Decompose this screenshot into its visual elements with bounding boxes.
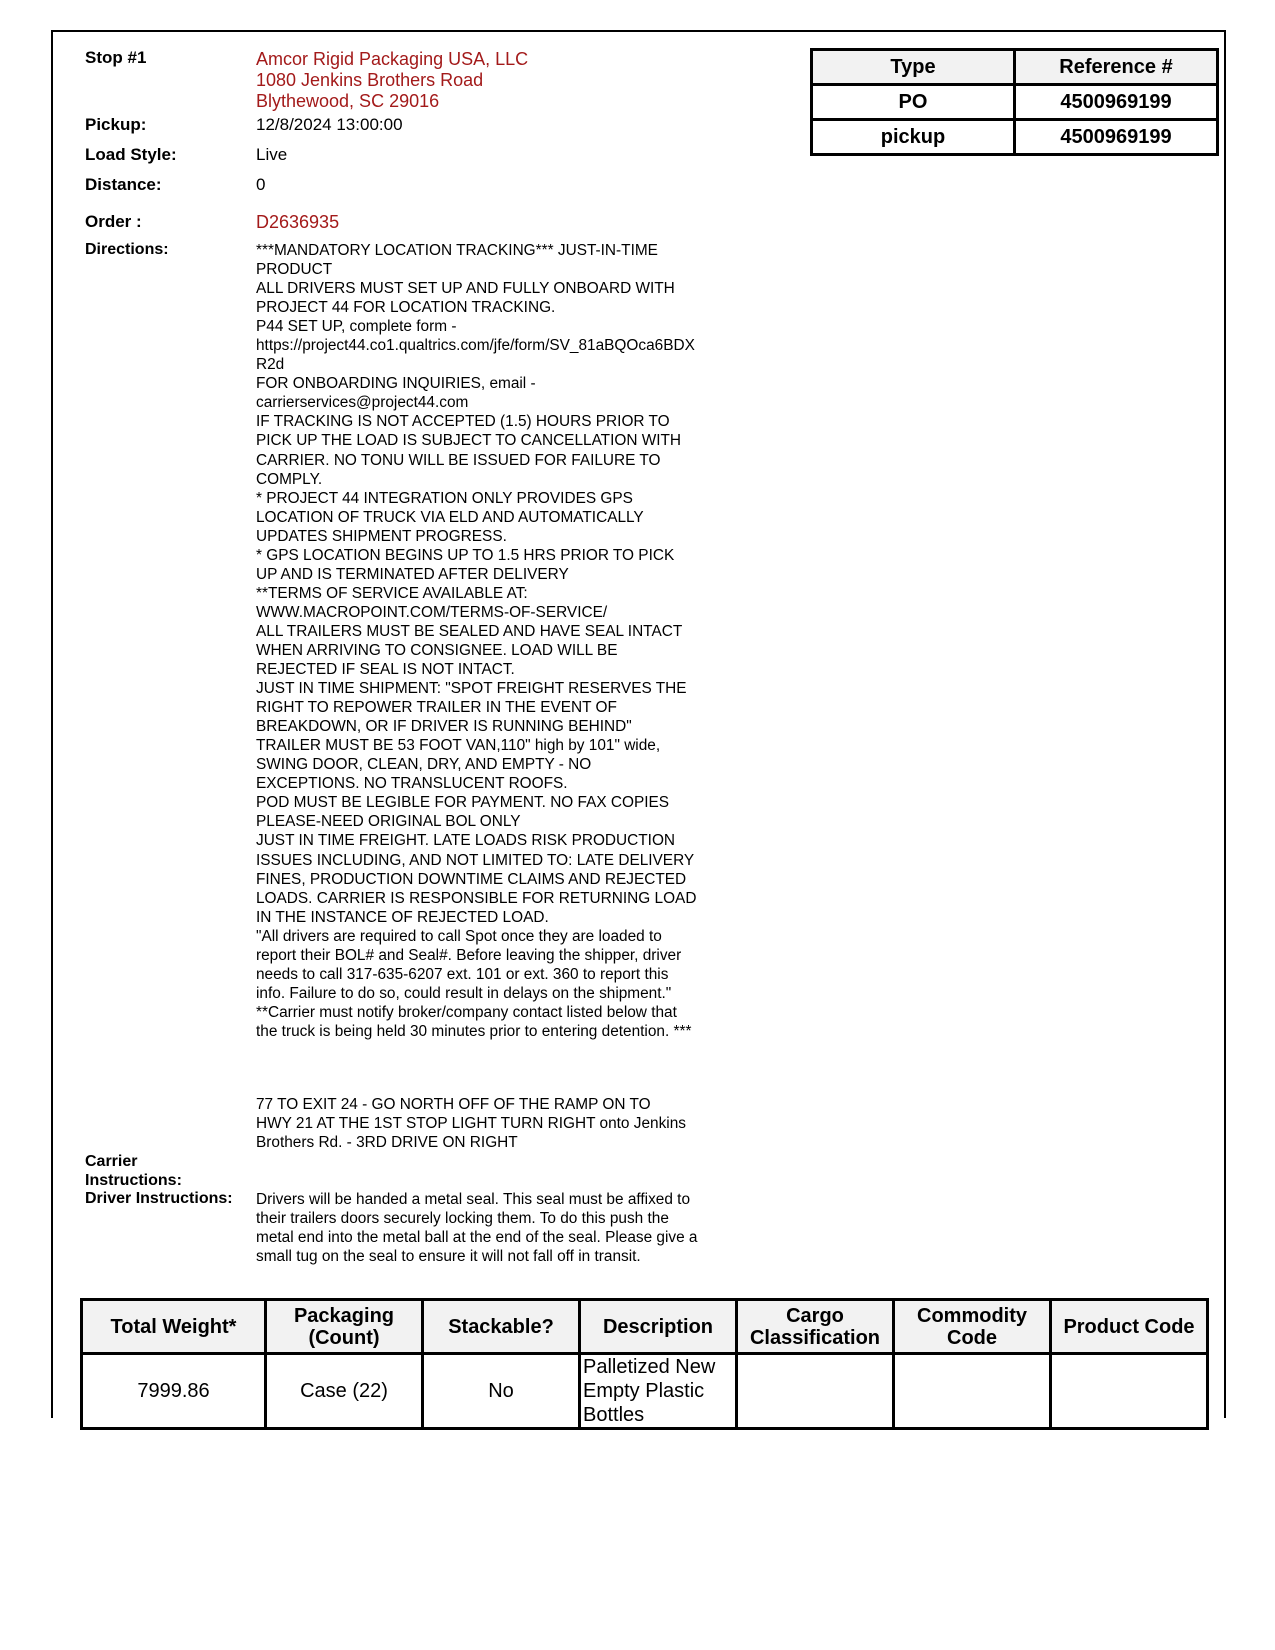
text-line: needs to call 317-635-6207 ext. 101 or ext. 360 to report this xyxy=(256,965,669,983)
pickup-label: Pickup: xyxy=(85,115,147,134)
text-line: the truck is being held 30 minutes prior to entering detention. *** xyxy=(256,1022,692,1040)
text-line: report their BOL# and Seal#. Before leaving the shipper, driver xyxy=(256,946,682,964)
header-packaging: Packaging (Count) xyxy=(266,1300,423,1354)
text-line: FOR ONBOARDING INQUIRIES, email - xyxy=(256,375,536,393)
text-line: R2d xyxy=(256,356,285,374)
carrier-instructions-label xyxy=(85,1152,182,1190)
text-line: BREAKDOWN, OR IF DRIVER IS RUNNING BEHIND" xyxy=(256,718,632,736)
header-stackable: Stackable? xyxy=(423,1300,580,1354)
load-style-label: Load Style: xyxy=(85,145,177,164)
distance-label: Distance: xyxy=(85,175,162,194)
text-line: small tug on the seal to ensure it will not fall off in transit. xyxy=(256,1248,641,1266)
text-line: COMPLY. xyxy=(256,470,323,488)
header-commodity-code: Commodity Code xyxy=(894,1300,1051,1354)
text-line: ***MANDATORY LOCATION TRACKING*** JUST-IN-TIME xyxy=(256,242,658,259)
order-number: D2636935 xyxy=(256,212,340,232)
text-line: ISSUES INCLUDING, AND NOT LIMITED TO: LATE DELIVERY xyxy=(256,851,695,869)
text-line: 77 TO EXIT 24 - GO NORTH OFF OF THE RAMP ON TO xyxy=(256,1096,651,1113)
header-product-code: Product Code xyxy=(1051,1300,1208,1354)
reference-header-row xyxy=(812,50,1218,85)
text-line: **TERMS OF SERVICE AVAILABLE AT: xyxy=(256,584,528,602)
item-packaging: Case (22) xyxy=(266,1354,423,1429)
text-line: metal end into the metal ball at the end of the seal. Please give a xyxy=(256,1229,698,1247)
reference-number: 4500969199 xyxy=(1015,85,1218,120)
carrier-instructions-label-line2: Instructions: xyxy=(85,1172,182,1189)
item-weight: 7999.86 xyxy=(82,1354,266,1429)
text-line: UPDATES SHIPMENT PROGRESS. xyxy=(256,527,507,545)
driver-instructions-label: Driver Instructions: xyxy=(85,1190,233,1207)
text-line: carrierservices@project44.com xyxy=(256,394,469,412)
item-product-code xyxy=(1051,1354,1208,1429)
text-line: ALL TRAILERS MUST BE SEALED AND HAVE SEAL INTACT xyxy=(256,622,683,640)
text-line: https://project44.co1.qualtrics.com/jfe/form/SV_81aBQOca6BDX xyxy=(256,337,695,355)
text-line: PRODUCT xyxy=(256,261,333,279)
text-line: IF TRACKING IS NOT ACCEPTED (1.5) HOURS PRIOR TO xyxy=(256,413,670,431)
carrier-instructions-label-line1: Carrier xyxy=(85,1153,138,1170)
text-line: PICK UP THE LOAD IS SUBJECT TO CANCELLATION WITH xyxy=(256,432,682,450)
reference-row xyxy=(812,85,1218,120)
pickup-value: 12/8/2024 13:00:00 xyxy=(256,115,403,134)
text-line: info. Failure to do so, could result in delays on the shipment." xyxy=(256,984,672,1002)
reference-type: pickup xyxy=(812,120,1015,155)
items-header-row xyxy=(82,1300,1208,1354)
items-row xyxy=(82,1354,1208,1429)
text-line: TRAILER MUST BE 53 FOOT VAN,110" high by 101" wide, xyxy=(256,737,661,755)
reference-header-number: Reference # xyxy=(1015,50,1218,85)
item-description: Palletized New Empty Plastic Bottles xyxy=(580,1354,737,1429)
directions-route-text xyxy=(256,1095,686,1152)
load-style-value: Live xyxy=(256,145,288,164)
text-line: EXCEPTIONS. NO TRANSLUCENT ROOFS. xyxy=(256,775,568,793)
reference-type: PO xyxy=(812,85,1015,120)
header-total-weight: Total Weight* xyxy=(82,1300,266,1354)
text-line: REJECTED IF SEAL IS NOT INTACT. xyxy=(256,661,515,679)
text-line: P44 SET UP, complete form - xyxy=(256,318,457,336)
text-line: FINES, PRODUCTION DOWNTIME CLAIMS AND REJECTED xyxy=(256,870,687,888)
text-line: * PROJECT 44 INTEGRATION ONLY PROVIDES GPS xyxy=(256,489,633,507)
text-line: ALL DRIVERS MUST SET UP AND FULLY ONBOARD WITH xyxy=(256,280,675,298)
text-line: CARRIER. NO TONU WILL BE ISSUED FOR FAILURE TO xyxy=(256,451,661,469)
reference-table xyxy=(810,48,1219,156)
text-line: POD MUST BE LEGIBLE FOR PAYMENT. NO FAX COPIES xyxy=(256,794,670,812)
text-line: HWY 21 AT THE 1ST STOP LIGHT TURN RIGHT onto Jenkins xyxy=(256,1115,686,1133)
shipper-company: Amcor Rigid Packaging USA, LLC xyxy=(256,49,529,69)
text-line: IN THE INSTANCE OF REJECTED LOAD. xyxy=(256,908,549,926)
text-line: RIGHT TO REPOWER TRAILER IN THE EVENT OF xyxy=(256,699,617,717)
order-label: Order : xyxy=(85,212,142,231)
item-commodity-code xyxy=(894,1354,1051,1429)
text-line: Drivers will be handed a metal seal. This seal must be affixed to xyxy=(256,1191,691,1208)
text-line: **Carrier must notify broker/company contact listed below that xyxy=(256,1003,677,1021)
text-line: LOADS. CARRIER IS RESPONSIBLE FOR RETURNING LOAD xyxy=(256,889,697,907)
header-description: Description xyxy=(580,1300,737,1354)
distance-value: 0 xyxy=(256,175,266,194)
items-table xyxy=(80,1298,1209,1430)
item-cargo-classification xyxy=(737,1354,894,1429)
reference-number: 4500969199 xyxy=(1015,120,1218,155)
text-line: UP AND IS TERMINATED AFTER DELIVERY xyxy=(256,565,569,583)
text-line: WHEN ARRIVING TO CONSIGNEE. LOAD WILL BE xyxy=(256,641,618,659)
text-line: LOCATION OF TRUCK VIA ELD AND AUTOMATICALLY xyxy=(256,508,644,526)
item-stackable: No xyxy=(423,1354,580,1429)
text-line: PLEASE-NEED ORIGINAL BOL ONLY xyxy=(256,813,521,831)
driver-instructions-text xyxy=(256,1190,697,1266)
text-line: their trailers doors securely locking them. To do this push the xyxy=(256,1210,669,1228)
header-cargo-classification: Cargo Classification xyxy=(737,1300,894,1354)
directions-label: Directions: xyxy=(85,241,169,258)
text-line: JUST IN TIME FREIGHT. LATE LOADS RISK PRODUCTION xyxy=(256,832,676,850)
text-line: WWW.MACROPOINT.COM/TERMS-OF-SERVICE/ xyxy=(256,603,608,621)
text-line: PROJECT 44 FOR LOCATION TRACKING. xyxy=(256,299,556,317)
reference-row xyxy=(812,120,1218,155)
text-line: Brothers Rd. - 3RD DRIVE ON RIGHT xyxy=(256,1134,518,1152)
text-line: * GPS LOCATION BEGINS UP TO 1.5 HRS PRIOR TO PICK xyxy=(256,546,675,564)
shipper-street: 1080 Jenkins Brothers Road xyxy=(256,70,484,90)
shipper-city: Blythewood, SC 29016 xyxy=(256,91,440,111)
text-line: JUST IN TIME SHIPMENT: "SPOT FREIGHT RESERVES THE xyxy=(256,680,687,698)
text-line: "All drivers are required to call Spot once they are loaded to xyxy=(256,927,662,945)
text-line: SWING DOOR, CLEAN, DRY, AND EMPTY - NO xyxy=(256,756,592,774)
directions-text xyxy=(256,241,736,1041)
reference-header-type: Type xyxy=(812,50,1015,85)
stop-label: Stop #1 xyxy=(85,48,147,67)
shipper-address xyxy=(256,49,528,112)
